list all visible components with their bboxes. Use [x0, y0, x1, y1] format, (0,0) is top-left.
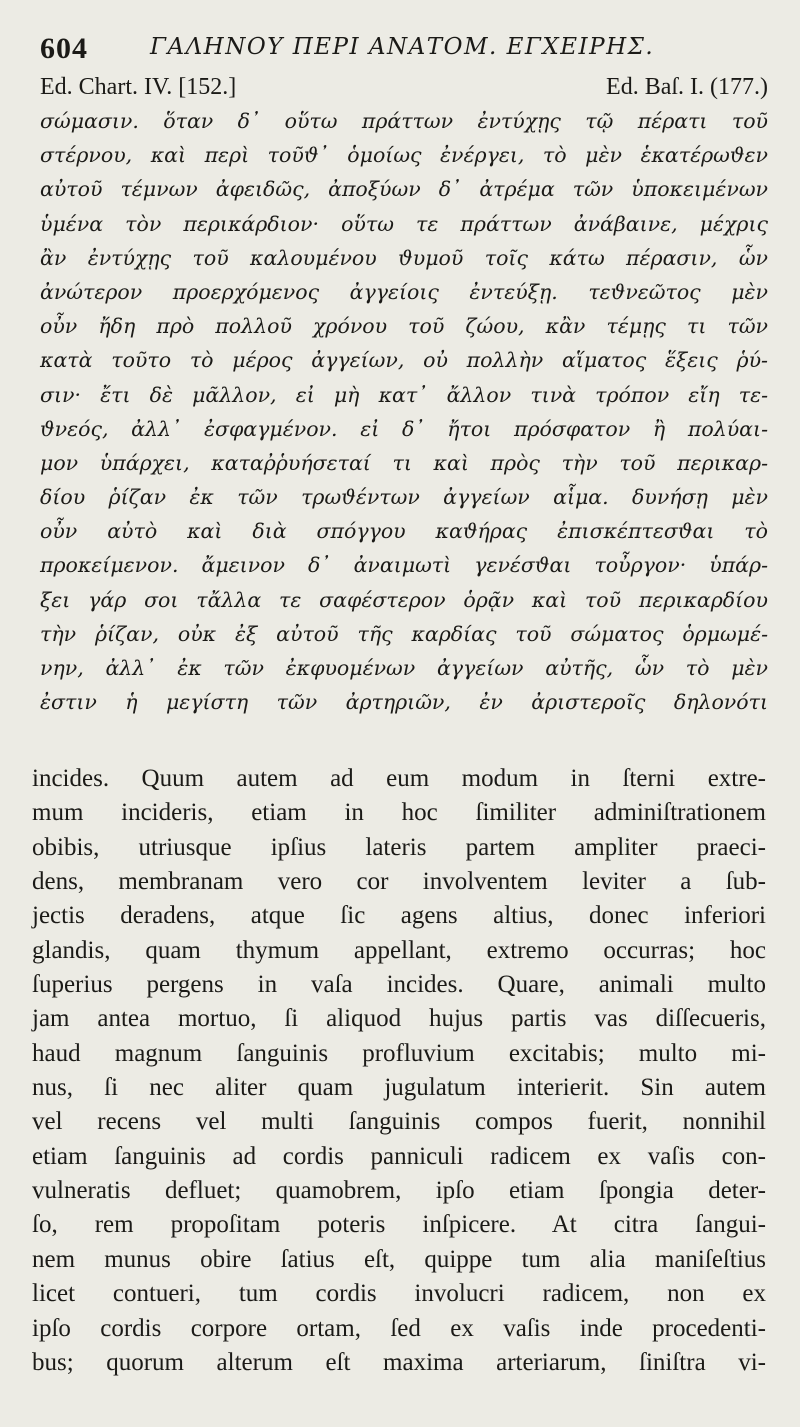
greek-line: προκείμενον. ἄμεινον δ᾽ ἀναιμωτὶ γενέσϑαι τοὖργον· ὑπάρ- [40, 553, 768, 578]
latin-line: vel recens vel multi ſanguinis compos fuerit, nonnihil [32, 1108, 766, 1136]
greek-line: στέρνου, καὶ περὶ τοῦϑ᾽ ὁμοίως ἐνέργει, τὸ μὲν ἑκατέρωϑεν [40, 143, 768, 168]
latin-line: licet contueri, tum cordis involucri radicem, non ex [32, 1280, 766, 1308]
greek-line: οὖν ἤδη πρὸ πολλοῦ χρόνου τοῦ ζώου, κἂν τέμῃς τι τῶν [40, 314, 768, 339]
greek-line: ξει γάρ σοι τἄλλα τε σαφέστερον ὁρᾷν καὶ τοῦ περικαρδίου [40, 587, 768, 612]
latin-line: incides. Quum autem ad eum modum in ſterni extre- [32, 765, 766, 792]
latin-line: ſuperius pergens in vaſa incides. Quare, animali multo [32, 971, 766, 999]
greek-line: μον ὑπάρχει, καταῤῥυήσεταί τι καὶ πρὸς τὴν τοῦ περικαρ- [40, 450, 768, 475]
latin-line: vulneratis defluet; quamobrem, ipſo etiam ſpongia deter- [32, 1177, 766, 1205]
greek-line: ὑμένα τὸν περικάρδιον· οὕτω τε πράττων ἀνάβαινε, μέχρις [40, 211, 768, 236]
latin-line: bus; quorum alterum eſt maxima arteriarum, ſiniſtra vi- [32, 1348, 766, 1376]
latin-line: jam antea mortuo, ſi aliquod hujus partis vas diſſecueris, [32, 1005, 766, 1033]
greek-line: ἂν ἐντύχῃς τοῦ καλουμένου ϑυμοῦ τοῖς κάτω πέρασιν, ὧν [40, 245, 768, 270]
greek-line: αὐτοῦ τέμνων ἀφειδῶς, ἀποξύων δ᾽ ἀτρέμα τῶν ὑποκειμένων [40, 177, 768, 202]
greek-line: ϑνεός, ἀλλ᾽ ἐσφαγμένον. εἰ δ᾽ ἤτοι πρόσφατον ἢ πολύαι- [40, 416, 768, 441]
latin-line: ſo, rem propoſitam poteris inſpicere. At citra ſangui- [32, 1211, 766, 1239]
latin-line: ipſo cordis corpore ortam, ſed ex vaſis inde procedenti- [32, 1314, 766, 1342]
latin-line: dens, membranam vero cor involventem leviter a ſub- [32, 868, 766, 896]
greek-line: ἐστιν ἡ μεγίστη τῶν ἀρτηριῶν, ἐν ἀριστεροῖς δηλονότι [40, 690, 768, 715]
latin-line: nus, ſi nec aliter quam jugulatum interierit. Sin autem [32, 1074, 766, 1102]
latin-line: mum incideris, etiam in hoc ſimiliter adminiſtrationem [32, 799, 766, 827]
page-header [40, 32, 770, 65]
latin-line: obibis, utriusque ipſius lateris partem ampliter praeci- [32, 833, 766, 861]
greek-line: σώμασιν. ὅταν δ᾽ οὕτω πράττων ἐντύχῃς τῷ πέρατι τοῦ [40, 109, 768, 133]
latin-line: haud magnum ſanguinis profluvium excitabis; multo mi- [32, 1039, 766, 1067]
edition-references [40, 74, 768, 102]
greek-line: δίου ῥίζαν ἐκ τῶν τρωϑέντων ἀγγείων αἷμα. δυνήσῃ μὲν [40, 485, 768, 510]
page-number: 604 [40, 32, 88, 65]
greek-line: τὴν ῥίζαν, οὐκ ἐξ αὐτοῦ τῆς καρδίας τοῦ σώματος ὁρμωμέ- [40, 621, 768, 646]
running-title: ΓΑΛΗΝΟΥ ΠΕΡΙ ΑΝΑΤΟΜ. ΕΓΧΕΙΡΗΣ. [150, 34, 655, 60]
edition-basel: Ed. Baſ. I. (177.) [606, 74, 768, 100]
latin-line: nem munus obire ſatius eſt, quippe tum alia maniſeſtius [32, 1245, 766, 1273]
greek-line: νην, ἀλλ᾽ ἐκ τῶν ἐκφυομένων ἀγγείων αὐτῆς, ὧν τὸ μὲν [40, 656, 768, 680]
greek-line: οὖν αὐτὸ καὶ διὰ σπόγγου καϑήρας ἐπισκέπτεσϑαι τὸ [40, 519, 768, 544]
latin-line: jectis deradens, atque ſic agens altius, donec inferiori [32, 902, 766, 930]
greek-line: κατὰ τοῦτο τὸ μέρος ἀγγείων, οὐ πολλὴν αἵματος ἕξεις ῥύ- [40, 348, 768, 373]
greek-line: σιν· ἔτι δὲ μᾶλλον, εἰ μὴ κατ᾽ ἄλλον τινὰ τρόπον εἴη τε- [40, 382, 768, 407]
edition-chartier: Ed. Chart. IV. [152.] [40, 74, 237, 100]
latin-text-block [32, 762, 766, 1380]
latin-line: etiam ſanguinis ad cordis panniculi radicem ex vaſis con- [32, 1142, 766, 1170]
greek-text-block [40, 104, 768, 719]
latin-line: glandis, quam thymum appellant, extremo occurras; hoc [32, 936, 766, 964]
greek-line: ἀνώτερον προερχόμενος ἀγγείοις ἐντεύξῃ. τεϑνεῶτος μὲν [40, 279, 768, 304]
